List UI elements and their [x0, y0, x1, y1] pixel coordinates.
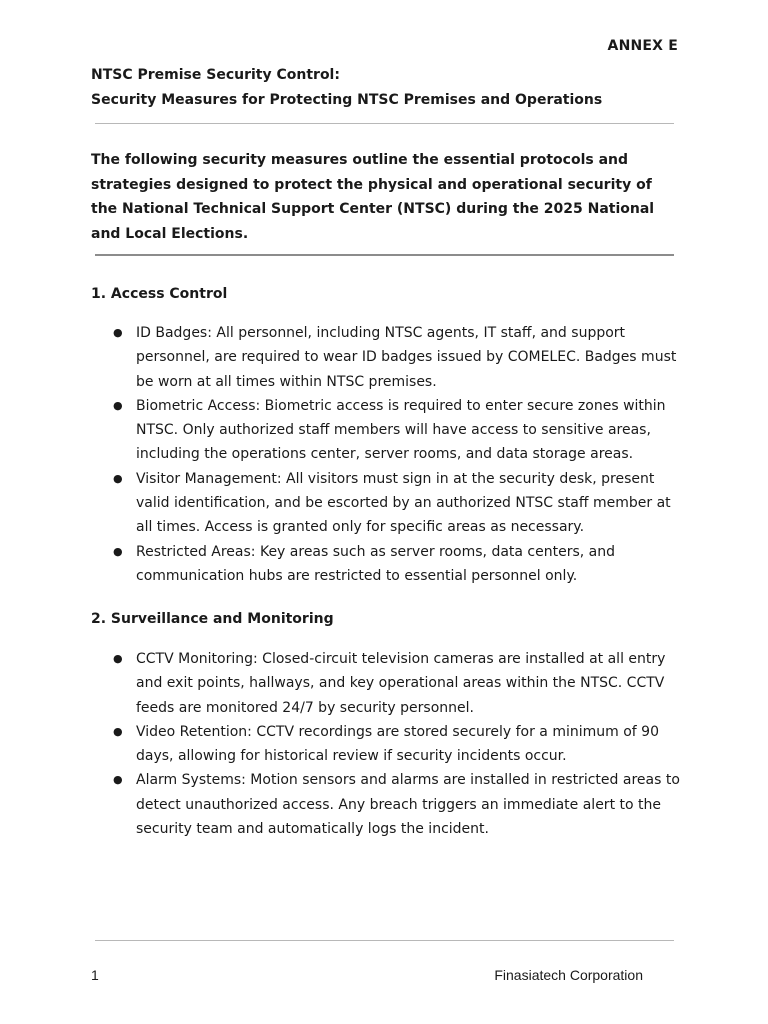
intro-paragraph: The following security measures outline the essential protocols and strategies designed to protect the physical and operational security of the National Technical Support Center (NTSC) during the 2025 National and Local Elections. [91, 152, 655, 242]
title-line-2: Security Measures for Protecting NTSC Premises and Operations [91, 92, 603, 108]
bullet-icon: ● [113, 471, 123, 485]
bullet-icon: ● [113, 724, 123, 738]
list-item-text: Biometric Access: Biometric access is required to enter secure zones within NTSC. Only authorized staff members will have access to sensitive areas, including the operations center, server rooms, and data storage areas. [136, 397, 666, 463]
title-line-1: NTSC Premise Security Control: [91, 67, 340, 83]
list-item [0, 720, 680, 769]
bullet-icon: ● [113, 652, 123, 665]
list-item-text: ID Badges: All personnel, including NTSC agents, IT staff, and support personnel, are required to wear ID badges issued by COMELEC. Badges must be worn at all times within NTSC premises. [136, 325, 677, 390]
list-item [0, 768, 680, 841]
list-item [0, 647, 680, 720]
divider-intro [95, 254, 674, 256]
bullet-icon: ● [113, 326, 123, 339]
list-item-text: CCTV Monitoring: Closed-circuit television cameras are installed at all entry and exit points, hallways, and key operational areas within the NTSC. CCTV feeds are monitored 24/7 by security personnel. [136, 651, 666, 716]
footer-company: Finasiatech Corporation [494, 967, 643, 983]
access-control-list [0, 321, 700, 588]
list-item-text: Alarm Systems: Motion sensors and alarms are installed in restricted areas to detect unauthorized access. Any breach triggers an immediate alert to the security team and automatically logs the incident. [136, 772, 680, 838]
section-heading-access-control: 1. Access Control [91, 286, 228, 302]
list-item-text: Video Retention: CCTV recordings are stored securely for a minimum of 90 days, allowing for historical review if security incidents occur. [136, 723, 659, 765]
divider-footer [95, 940, 674, 941]
list-item-text: Visitor Management: All visitors must sign in at the security desk, present valid identification, and be escorted by an authorized NTSC staff member at all times. Access is granted only for specific areas as necessary. [136, 470, 671, 536]
list-item [0, 394, 680, 467]
list-item-text: Restricted Areas: Key areas such as server rooms, data centers, and communication hubs are restricted to essential personnel only. [136, 543, 616, 584]
bullet-icon: ● [113, 773, 123, 787]
page-number: 1 [91, 967, 99, 983]
document-title [91, 63, 602, 113]
annex-label: ANNEX E [607, 38, 678, 54]
list-item [0, 467, 680, 540]
bullet-icon: ● [113, 398, 123, 412]
divider-top [95, 123, 674, 124]
list-item [0, 321, 680, 394]
list-item [0, 540, 680, 589]
surveillance-list [0, 647, 700, 841]
section-heading-surveillance: 2. Surveillance and Monitoring [91, 611, 334, 627]
bullet-icon: ● [113, 544, 123, 558]
